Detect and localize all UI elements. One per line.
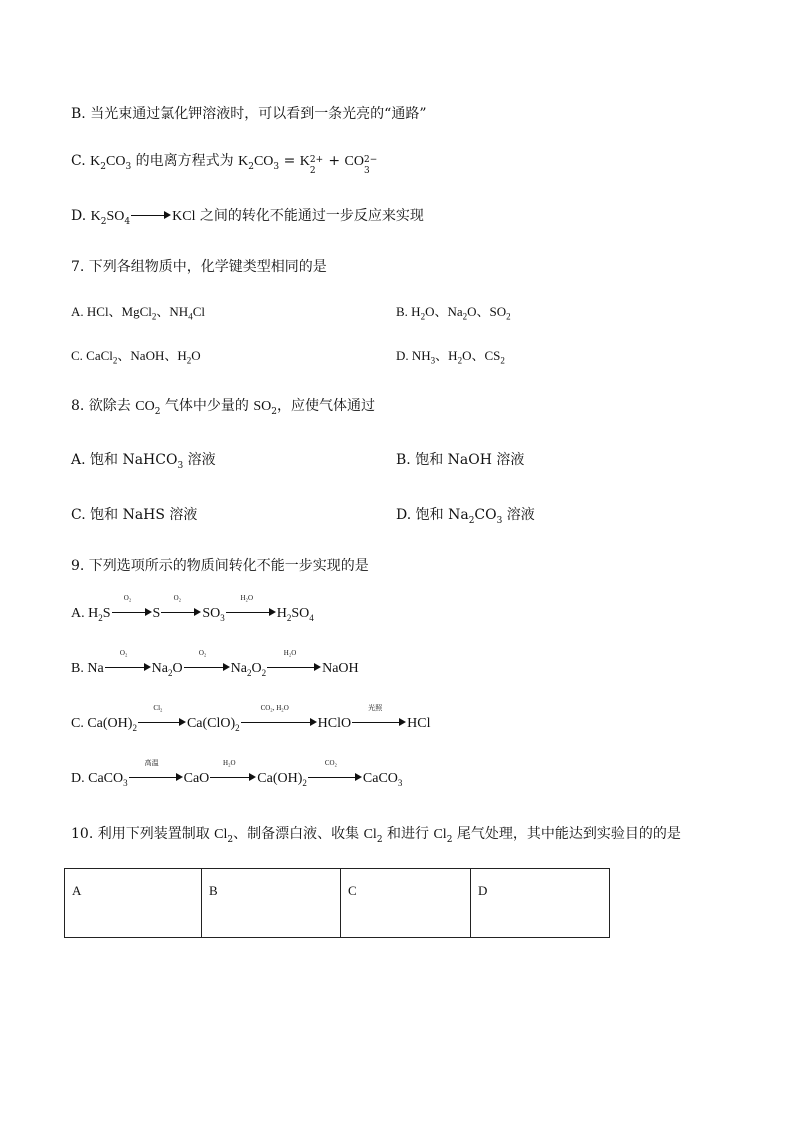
option-b-q6	[71, 104, 427, 124]
reaction-arrow: O₂	[105, 659, 151, 673]
reaction-arrow: H₂O	[226, 604, 276, 618]
table-cell-a: A	[65, 869, 202, 938]
reaction-arrow: 高温	[129, 769, 183, 783]
option-text: B. 当光束通过氯化钾溶液时，可以看到一条光亮的“通路”	[71, 106, 427, 122]
option-a-q7: A. HCl、MgCl$_2$、$NH_4Cl$	[71, 304, 205, 322]
reaction-arrow: O₂	[161, 604, 201, 618]
charge-sup-sub: 2− 3	[363, 155, 378, 176]
option-d-q9: D. CaCO$_3$ 高温 CaO H₂O $Ca(OH)_2$ CO₂ CaCO$_3$	[71, 759, 403, 788]
reaction-arrow: H₂O	[267, 659, 321, 673]
option-c-q8: C. 饱和 NaHS 溶液	[71, 507, 198, 523]
reaction-arrow: CO₂	[308, 769, 362, 783]
table-cell-c: C	[341, 869, 471, 938]
option-d-q8: D. 饱和 $Na_2CO_3$ 溶液	[396, 507, 535, 526]
option-a-q8: A. 饱和 NaHCO$_3$ 溶液	[71, 452, 216, 471]
reaction-arrow: CO₂, H₂O	[241, 714, 317, 728]
option-b-q8: B. 饱和 NaOH 溶液	[396, 452, 525, 468]
table-cell-d: D	[471, 869, 610, 938]
reaction-arrow: H₂O	[210, 769, 256, 783]
option-d-q6: D. $K_2SO_4$ KCl 之间的转化不能通过一步反应来实现	[71, 208, 424, 227]
reaction-arrow: Cl₂	[138, 714, 186, 728]
table-row	[65, 869, 610, 938]
table-cell-b: B	[202, 869, 341, 938]
charge-sup-sub: 2+ 2	[309, 155, 324, 176]
question-10: 10. 利用下列装置制取 $Cl_2$、制备漂白液、收集 $Cl_2$ 和进行 $Cl_2$ 尾气处理，其中能达到实验目的的是	[71, 826, 681, 845]
question-8: 8. 欲除去 $CO_2$ 气体中少量的 $SO_2$，应使气体通过	[71, 398, 375, 417]
question-9: 9. 下列选项所示的物质间转化不能一步实现的是	[71, 558, 369, 574]
reaction-arrow: O₂	[112, 604, 152, 618]
reaction-arrow: O₂	[184, 659, 230, 673]
option-b-q9: B. Na O₂ $Na_2O$ O₂ $Na_2O_2$ H₂O NaOH	[71, 649, 359, 678]
reaction-arrow: 光照	[352, 714, 406, 728]
arrow	[131, 207, 171, 221]
option-d-q7: D. $NH_3$、$H_2O$、$CS_2$	[396, 348, 505, 366]
apparatus-options-table	[64, 868, 610, 938]
option-c-q9: C. $Ca(OH)_2$ Cl₂ $Ca(ClO)_2$ CO₂, H₂O HClO 光照 HCl	[71, 704, 431, 733]
option-c-q6: C. $K_2CO_3$ 的电离方程式为 $K_2CO_3 = K$ 2+ 2 + CO 2− 3	[71, 153, 378, 176]
question-7: 7. 下列各组物质中，化学键类型相同的是	[71, 259, 327, 275]
option-a-q9: A. $H_2S$ O₂ S O₂ $SO_3$ H₂O $H_2SO_4$	[71, 594, 314, 623]
option-b-q7: B. $H_2O$、$Na_2O$、$SO_2$	[396, 304, 511, 322]
option-c-q7: C. CaCl$_2$、NaOH、$H_2O$	[71, 348, 201, 366]
